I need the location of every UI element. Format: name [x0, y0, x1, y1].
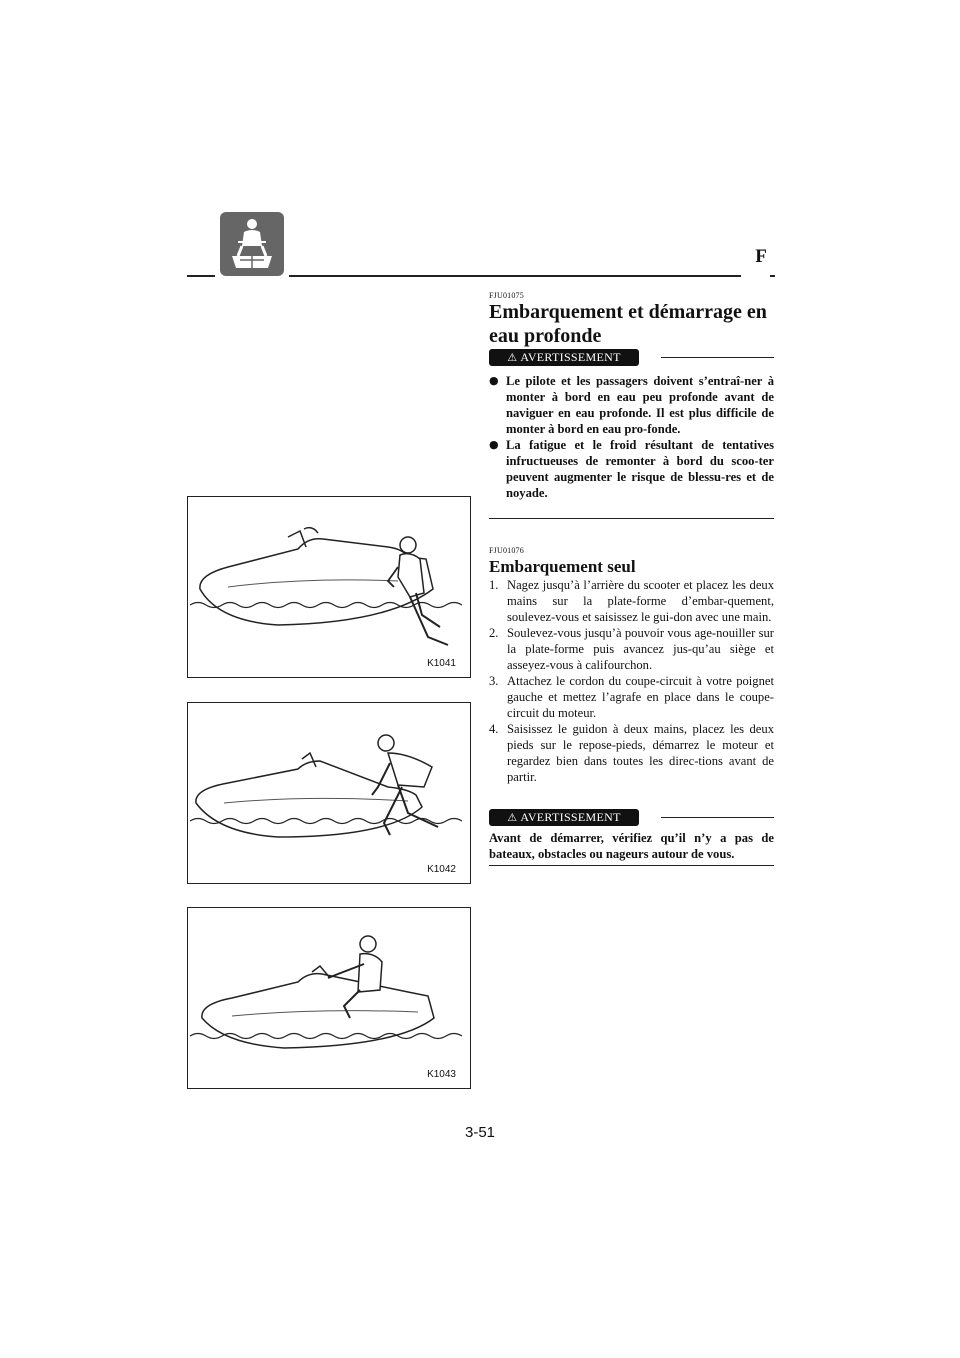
section-title-line1: Embarquement et démarrage en	[489, 301, 767, 323]
warning-header	[489, 349, 774, 367]
figure-code: K1041	[427, 658, 456, 669]
warning-badge: ⚠ AVERTISSEMENT	[489, 349, 639, 366]
step-item: 1. Nagez jusqu’à l’arrière du scooter et placez les deux mains sur la plate-forme d’embar-quement, soulevez-vous et saisissez le gui-don avec une main.	[489, 578, 774, 624]
warning-triangle-icon: ⚠	[507, 351, 518, 364]
warning-rule	[661, 357, 774, 358]
language-letter: F	[755, 246, 767, 267]
jet-ski-illustration	[188, 908, 470, 1088]
bullet-icon: ●	[489, 438, 499, 451]
warning-list	[489, 373, 774, 501]
warning-end-rule	[489, 518, 774, 519]
section-code: FJU01076	[489, 546, 524, 555]
section-title: Embarquement seul	[489, 557, 636, 576]
header-rule-left	[187, 275, 215, 277]
warning-item: ● La fatigue et le froid résultant de tentatives infructueuses de remonter à bord du scoo-ter peuvent augmenter le risque de blessu-res et de noyade.	[489, 438, 774, 500]
step-item: 4. Saisissez le guidon à deux mains, placez les deux pieds sur le repose-pieds, démarrez le moteur et regardez bien dans toutes les direc-tions avant de partir.	[489, 722, 774, 784]
warning-end-rule	[489, 865, 774, 866]
figure-seated-rider	[187, 907, 471, 1089]
step-item: 2. Soulevez-vous jusqu’à pouvoir vous age-nouiller sur la plate-forme puis avancez jus-qu’au siège et asseyez-vous à califourchon.	[489, 626, 774, 672]
section-code: FJU01075	[489, 291, 524, 300]
warning-triangle-icon: ⚠	[507, 811, 518, 824]
jet-ski-illustration	[188, 497, 470, 677]
warning-rule	[661, 817, 774, 818]
bullet-icon: ●	[489, 374, 499, 387]
steps-list	[489, 577, 774, 785]
figure-boarding-from-water	[187, 496, 471, 678]
section-title-line2: eau profonde	[489, 325, 602, 347]
warning-header	[489, 809, 774, 827]
figure-kneeling-on-platform	[187, 702, 471, 884]
page-number: 3-51	[464, 1124, 496, 1141]
warning-badge: ⚠ AVERTISSEMENT	[489, 809, 639, 826]
warning-item: ● Le pilote et les passagers doivent s’entraî-ner à monter à bord en eau peu profonde avant de naviguer en eau profonde. Il est plus difficile de monter à bord en eau pro-fonde.	[489, 374, 774, 436]
header-rule-end	[770, 275, 775, 277]
header-rule-right	[289, 275, 741, 277]
warning-text: Avant de démarrer, vérifiez qu’il n’y a pas de bateaux, obstacles ou nageurs autour de vous.	[489, 831, 774, 861]
figure-code: K1042	[427, 864, 456, 875]
jet-ski-rider-icon	[220, 212, 284, 276]
jet-ski-illustration	[188, 703, 470, 883]
figure-code: K1043	[427, 1069, 456, 1080]
step-item: 3. Attachez le cordon du coupe-circuit à votre poignet gauche et mettez l’agrafe en place dans le coupe-circuit du moteur.	[489, 674, 774, 720]
